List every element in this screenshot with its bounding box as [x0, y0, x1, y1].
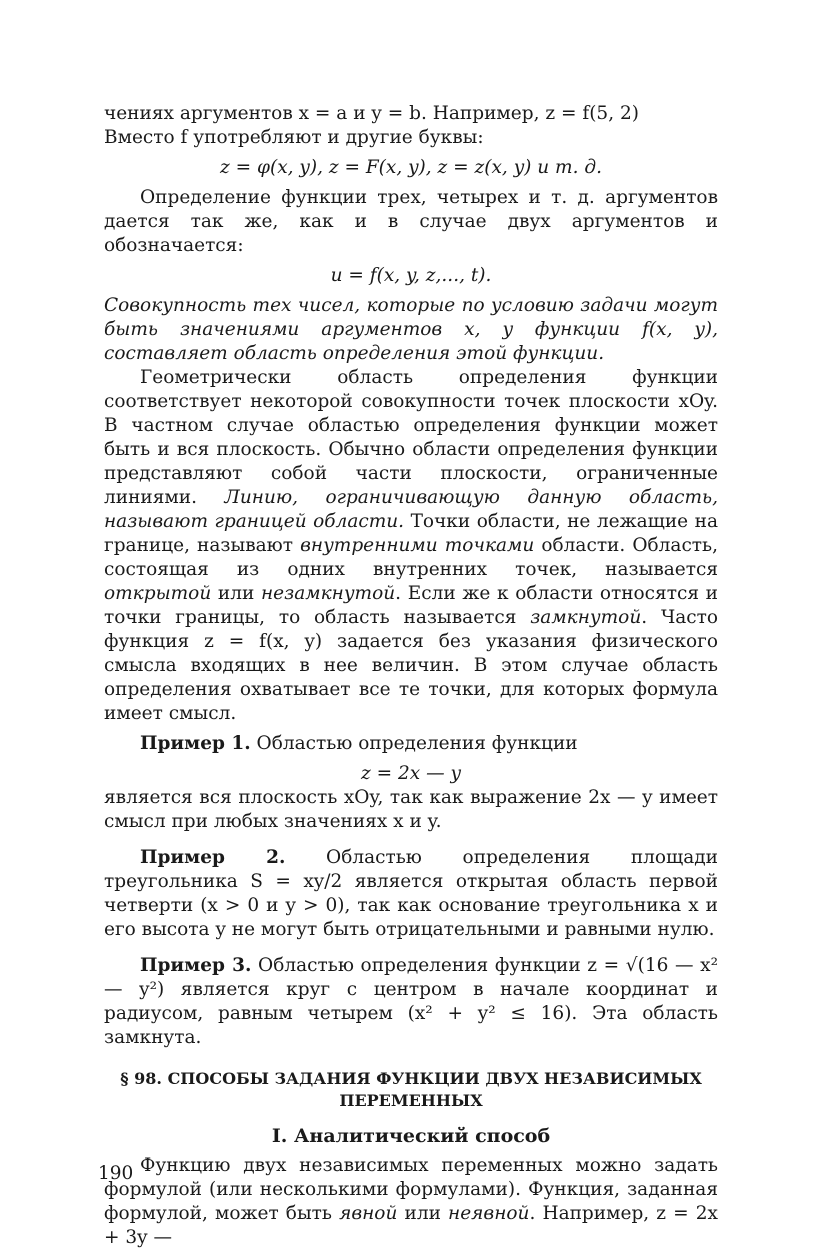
- page-number: 190: [98, 1163, 134, 1184]
- text-run: Функцию двух независимых переменных можно задать формулой (или несколькими формулами). Функция, заданная формулой, может быть: [104, 1155, 718, 1224]
- text-run: Областью определения функции z = √(16 — x² — y²) является круг с центром в начале координат и радиусом, равным четырем (x² + y² ≤ 16). Эта область замкнута.: [104, 955, 718, 1048]
- example-3: [104, 954, 718, 1050]
- example-1: [104, 732, 718, 756]
- paragraph: Определение функции трех, четырех и т. д. аргументов дается так же, как и в случае двух аргументов и обозначается:: [104, 187, 718, 256]
- paragraph: [104, 366, 718, 726]
- italic-run: явной: [339, 1203, 398, 1224]
- example-title: Пример 2.: [140, 847, 286, 868]
- text-run: . Часто функция z = f(x, y) задается без указания физического смысла входящих в нее величин. В этом случае область определения охватывает все те точки, для которых формула имеет смысл.: [104, 607, 719, 724]
- subsection-heading: I. Аналитический способ: [271, 1125, 551, 1147]
- text-line: Вместо f употребляют и другие буквы:: [104, 127, 484, 148]
- formula-line: z = 2x — y: [361, 763, 461, 784]
- italic-run: незамкнутой: [261, 583, 396, 604]
- paragraph: [104, 1154, 718, 1250]
- example-title: Пример 1.: [140, 733, 251, 754]
- text-run: . Если же к области относятся и точки границы, то область называется: [104, 583, 718, 628]
- italic-run: Линию, ограничивающую данную область, называют границей области.: [104, 487, 718, 532]
- text-run: Точки области, не лежащие на границе, называют: [104, 511, 719, 556]
- italic-run: замкнутой: [530, 607, 642, 628]
- formula-line: z = φ(x, y), z = F(x, y), z = z(x, y) и т. д.: [220, 157, 602, 178]
- text-run: Геометрически область определения функции соответствует некоторой совокупности точек плоскости xOy. В частном случае областью определения функции может быть и вся плоскость. Обычно области определения функции представляют собой части плоскости, ограниченные линиями.: [104, 367, 718, 508]
- formula-line: u = f(x, y, z,..., t).: [330, 265, 492, 286]
- paragraph: является вся плоскость xOy, так как выражение 2x — y имеет смысл при любых значениях x и y.: [104, 787, 718, 832]
- text-line: чениях аргументов x = a и y = b. Например, z = f(5, 2): [104, 103, 639, 124]
- text-run: или: [211, 583, 261, 604]
- text-run: или: [397, 1203, 449, 1224]
- example-title: Пример 3.: [140, 955, 252, 976]
- text-run: Областью определения площади треугольника S = xy/2 является открытая область первой четверти (x > 0 и y > 0), так как основание треугольника x и его высота y не могут быть отрицательными и равными нулю.: [104, 847, 718, 940]
- text-run: Областью определения функции: [250, 733, 578, 754]
- definition-paragraph: [104, 294, 718, 366]
- section-heading: § 98. СПОСОБЫ ЗАДАНИЯ ФУНКЦИИ ДВУХ НЕЗАВИСИМЫХ ПЕРЕМЕННЫХ: [120, 1069, 702, 1110]
- text-run: области. Область, состоящая из одних внутренних точек, называется: [104, 535, 718, 580]
- italic-definition: Совокупность тех чисел, которые по условию задачи могут быть значениями аргументов x, y функции f(x, y), составляет область определения этой функции.: [104, 295, 718, 364]
- italic-run: неявной: [448, 1203, 530, 1224]
- text-run: . Например, z = 2x + 3y —: [104, 1203, 718, 1248]
- example-2: [104, 846, 718, 942]
- italic-run: открытой: [104, 583, 212, 604]
- italic-run: внутренними точками: [300, 535, 535, 556]
